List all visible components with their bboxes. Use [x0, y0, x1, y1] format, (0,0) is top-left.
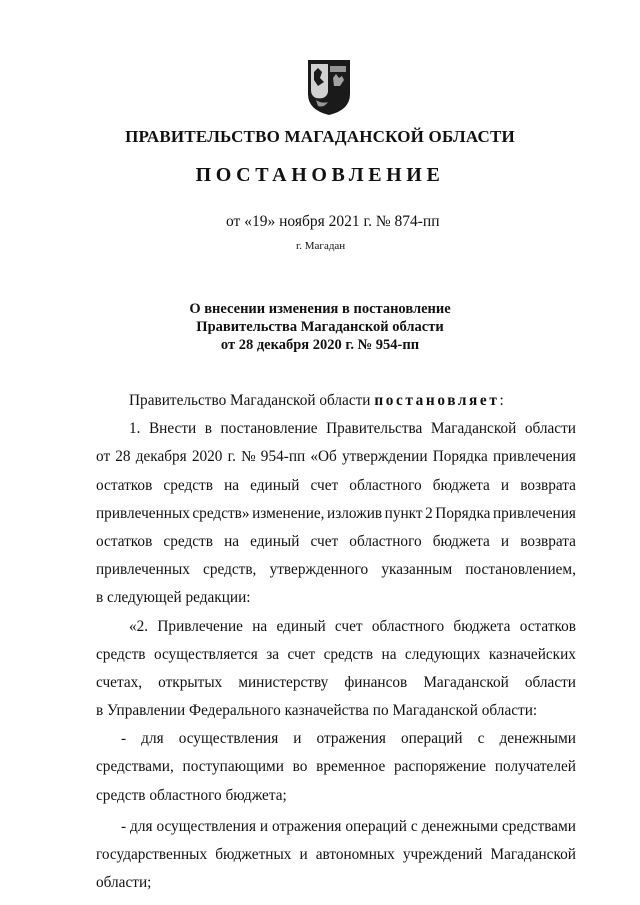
- word: счет: [334, 617, 363, 635]
- word: единый: [276, 617, 326, 635]
- word: -: [121, 730, 127, 748]
- word: с: [477, 730, 485, 748]
- word: 1.: [129, 420, 141, 438]
- word: операций: [400, 730, 463, 748]
- word: средств: [163, 532, 213, 550]
- word: привлечения: [492, 504, 576, 522]
- preamble-lead: Правительство Магаданской области: [129, 392, 375, 409]
- document-subject: [0, 300, 640, 354]
- word: средствами: [502, 817, 576, 835]
- word: единый: [250, 476, 300, 494]
- word: декабря: [135, 448, 187, 466]
- word: 2: [425, 504, 433, 522]
- word: и: [299, 846, 308, 863]
- word: счетах,: [96, 673, 143, 691]
- word: открытых: [158, 673, 223, 691]
- coat-of-arms-icon: [306, 58, 352, 116]
- quoted-paragraph-line: [96, 613, 576, 641]
- word: поступающими: [182, 758, 284, 776]
- list-item-line: [96, 753, 576, 781]
- word: на: [224, 532, 240, 550]
- quoted-paragraph-line: [96, 641, 576, 669]
- preamble-verb: постановляет: [374, 392, 500, 409]
- word: возврата: [520, 532, 576, 550]
- paragraph-line: в следующей редакции:: [96, 589, 251, 607]
- list-item-line: [96, 841, 576, 869]
- word: утвержденного: [269, 561, 369, 579]
- paragraph-line: [96, 528, 576, 556]
- word: на: [381, 645, 397, 663]
- word: и: [500, 532, 510, 550]
- word: постановление: [220, 420, 318, 438]
- paragraph-line: [96, 443, 576, 471]
- word: областного: [349, 532, 422, 550]
- word: 28: [115, 448, 131, 466]
- word: утверждении: [341, 448, 428, 466]
- word: средств: [163, 476, 213, 494]
- word: осуществления: [156, 817, 256, 835]
- word: областного: [349, 476, 422, 494]
- word: области: [524, 673, 576, 691]
- word: государственных: [96, 846, 208, 863]
- word: средств,: [203, 561, 257, 579]
- word: привлечения: [492, 448, 576, 466]
- word: областного: [371, 617, 445, 635]
- paragraph-line: [96, 472, 576, 500]
- word: финансов: [344, 673, 408, 691]
- preamble-colon: :: [499, 392, 504, 409]
- word: бюджета: [432, 476, 490, 494]
- list-item-line: [96, 813, 576, 841]
- word: пункт: [384, 504, 423, 522]
- word: Магаданской: [423, 673, 509, 691]
- word: на: [252, 617, 268, 635]
- word: остатков: [96, 532, 153, 550]
- word: на: [224, 476, 240, 494]
- word: и: [293, 730, 302, 748]
- paragraph-line: [96, 500, 576, 528]
- word: «Об: [310, 448, 337, 466]
- word: счет: [287, 645, 316, 663]
- word: изменение,: [252, 504, 325, 522]
- list-item-line: области;: [96, 874, 152, 892]
- word: «2.: [129, 617, 149, 635]
- word: автономных: [315, 846, 395, 863]
- word: для: [141, 730, 164, 748]
- word: с: [410, 817, 418, 835]
- word: привлеченных: [96, 561, 190, 579]
- word: Магаданской: [430, 420, 517, 438]
- word: министерству: [238, 673, 329, 691]
- word: -: [121, 817, 127, 835]
- word: остатков: [519, 617, 576, 635]
- word: и: [500, 476, 510, 494]
- quoted-paragraph-line: в Управлении Федерального казначейства по Магаданской области:: [96, 702, 538, 720]
- word: средствами,: [96, 758, 174, 776]
- word: во: [292, 758, 308, 776]
- subject-line: О внесении изменения в постановление: [189, 301, 451, 317]
- word: операций: [345, 817, 407, 835]
- word: осуществляется: [153, 645, 258, 663]
- word: Внести: [148, 420, 197, 438]
- government-name: ПРАВИТЕЛЬСТВО МАГАДАНСКОЙ ОБЛАСТИ: [125, 127, 515, 146]
- word: привлеченных: [96, 504, 190, 522]
- word: бюджетных: [215, 846, 292, 863]
- subject-line: от 28 декабря 2020 г. № 954-пп: [220, 337, 420, 353]
- word: получателей: [494, 758, 576, 776]
- paragraph-line: [96, 415, 576, 443]
- word: учреждений: [402, 846, 483, 863]
- word: бюджета: [453, 617, 511, 635]
- word: счет: [310, 532, 339, 550]
- word: области: [524, 420, 576, 438]
- word: временное: [316, 758, 386, 776]
- word: возврата: [520, 476, 576, 494]
- word: постановлением,: [465, 561, 576, 579]
- document-city: г. Магадан: [296, 240, 346, 252]
- word: для: [130, 817, 153, 835]
- subject-line: Правительства Магаданской области: [196, 319, 444, 335]
- word: за: [266, 645, 280, 663]
- paragraph-line: [96, 556, 576, 584]
- word: Порядка: [432, 448, 488, 466]
- word: отражения: [272, 817, 342, 835]
- word: средств: [323, 645, 374, 663]
- word: остатков: [96, 476, 153, 494]
- word: указанным: [381, 561, 453, 579]
- word: изложив: [327, 504, 383, 522]
- word: средств: [96, 645, 146, 663]
- word: денежными: [499, 730, 576, 748]
- word: 954-пп: [260, 448, 306, 466]
- document-type: ПОСТАНОВЛЕНИЕ: [195, 164, 445, 186]
- list-item-line: [96, 725, 576, 753]
- word: осуществления: [178, 730, 279, 748]
- word: следующих: [404, 645, 481, 663]
- word: счет: [310, 476, 339, 494]
- word: средств»: [192, 504, 250, 522]
- word: от: [96, 448, 111, 466]
- quoted-paragraph-line: [96, 669, 576, 697]
- word: отражения: [316, 730, 386, 748]
- word: распоряжение: [394, 758, 487, 776]
- word: Правительства: [326, 420, 423, 438]
- list-item-line: средств областного бюджета;: [96, 786, 287, 804]
- word: денежными: [421, 817, 499, 835]
- document-body: [96, 387, 576, 897]
- word: бюджета: [432, 532, 490, 550]
- word: и: [259, 817, 269, 835]
- word: 2020: [191, 448, 223, 466]
- word: Порядка: [435, 504, 491, 522]
- word: в: [204, 420, 212, 438]
- word: Привлечение: [157, 617, 243, 635]
- word: казначейских: [488, 645, 576, 663]
- word: г.: [227, 448, 236, 466]
- word: единый: [250, 532, 300, 550]
- word: Магаданской: [490, 846, 576, 863]
- document-date-number: от «19» ноября 2021 г. № 874-пп: [226, 213, 440, 230]
- preamble-line: [96, 387, 576, 415]
- word: №: [241, 448, 256, 466]
